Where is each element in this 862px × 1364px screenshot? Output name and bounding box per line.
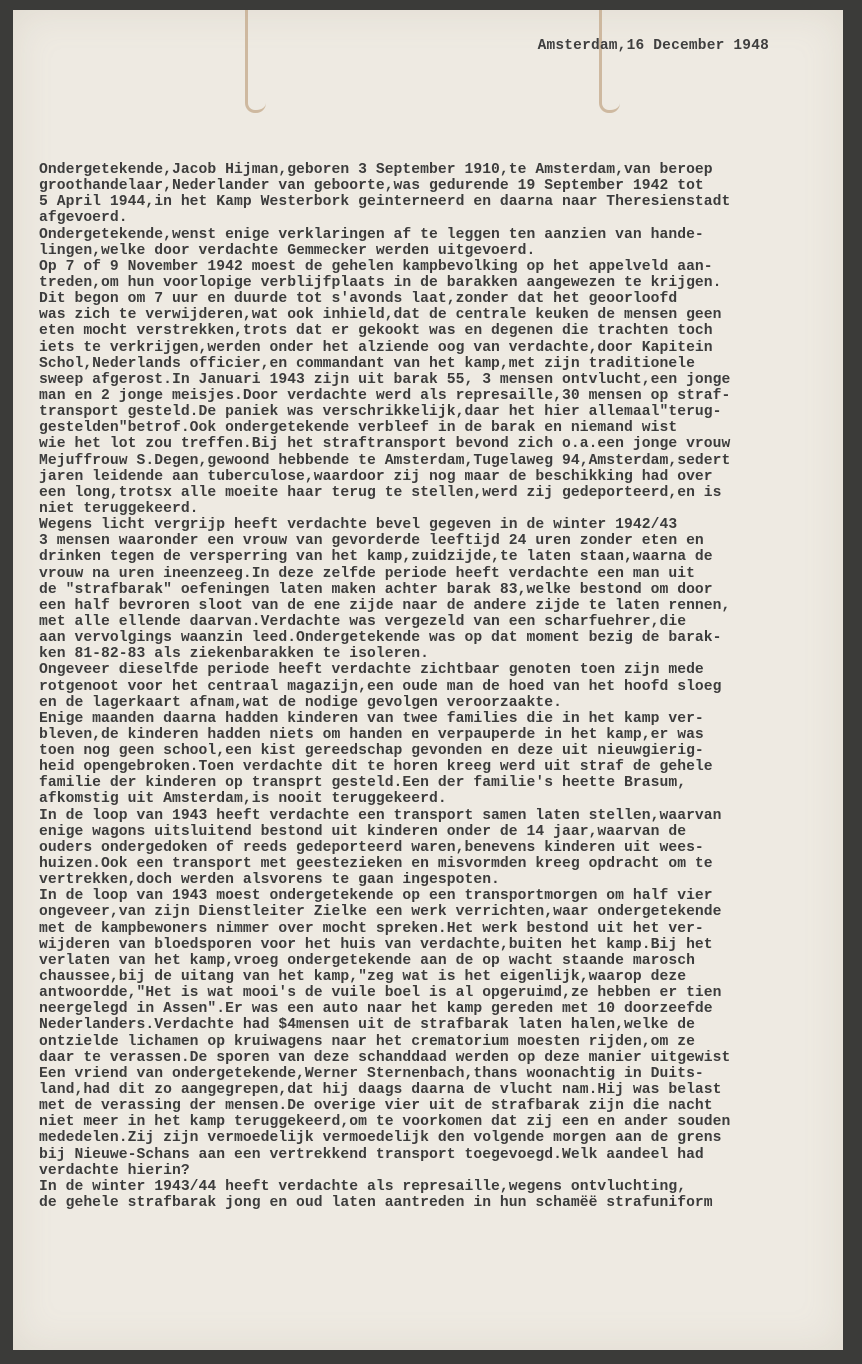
text-line: Ongeveer dieselfde periode heeft verdachte zichtbaar genoten toen zijn mede bbox=[39, 662, 704, 679]
text-line: Enige maanden daarna hadden kinderen van twee families die in het kamp ver- bbox=[39, 710, 704, 727]
text-line: drinken tegen de versperring van het kamp,zuidzijde,te laten staan,waarna de bbox=[39, 549, 713, 566]
text-line: treden,om hun voorlopige verblijfplaats in de barakken aangewezen te krijgen. bbox=[39, 274, 722, 291]
text-line: enige wagons uitsluitend bestond uit kinderen onder de 14 jaar,waarvan de bbox=[39, 823, 687, 840]
text-line: man en 2 jonge meisjes.Door verdachte werd als represaille,30 mensen op straf- bbox=[39, 387, 731, 404]
text-line: Schol,Nederlands officier,en commandant van het kamp,met zijn traditionele bbox=[39, 355, 695, 372]
text-line: niet teruggekeerd. bbox=[39, 500, 199, 517]
text-line: familie der kinderen op transprt gesteld.Een der familie's heette Brasum, bbox=[39, 775, 687, 792]
text-line: Wegens licht vergrijp heeft verdachte bevel gegeven in de winter 1942/43 bbox=[39, 517, 678, 534]
text-line: een long,trotsx alle moeite haar terug te stellen,werd zij gedeporteerd,en is bbox=[39, 484, 722, 501]
text-line: Ondergetekende,Jacob Hijman,geboren 3 September 1910,te Amsterdam,van beroep bbox=[39, 162, 713, 178]
text-line: 5 April 1944,in het Kamp Westerbork geinterneerd en daarna naar Theresienstadt bbox=[39, 194, 731, 211]
text-line: Nederlanders.Verdachte had $4mensen uit de strafbarak laten halen,welke de bbox=[39, 1017, 695, 1034]
text-line: met alle ellende daarvan.Verdachte was vergezeld van een scharfuehrer,die bbox=[39, 613, 687, 630]
text-line: gestelden"betrof.Ook ondergetekende verbleef in de barak en niemand wist bbox=[39, 420, 678, 437]
text-line: Een vriend van ondergetekende,Werner Sternenbach,thans woonachtig in Duits- bbox=[39, 1065, 704, 1082]
text-line: In de winter 1943/44 heeft verdachte als represaille,wegens ontvluchting, bbox=[39, 1178, 687, 1195]
text-line: huizen.Ook een transport met geestezieken en misvormden kreeg opdracht om te bbox=[39, 856, 713, 873]
text-line: was zich te verwijderen,wat ook inhield,dat de centrale keuken de mensen geen bbox=[39, 307, 722, 324]
text-line: aan vervolgings waanzin leed.Ondergetekende was op dat moment bezig de barak- bbox=[39, 630, 722, 647]
text-line: ontzielde lichamen op kruiwagens naar het crematorium moesten rijden,om ze bbox=[39, 1033, 695, 1050]
text-line: wie het lot zou treffen.Bij het straftransport bevond zich o.a.een jonge vrouw bbox=[39, 436, 731, 453]
text-line: groothandelaar,Nederlander van geboorte,was gedurende 19 September 1942 tot bbox=[39, 178, 704, 195]
text-line: rotgenoot voor het centraal magazijn,een oude man de hoed van het hoofd sloeg bbox=[39, 678, 722, 695]
text-line: antwoordde,"Het is wat mooi's de vuile boel is al opgeruimd,ze hebben er tien bbox=[39, 985, 722, 1002]
text-line: In de loop van 1943 heeft verdachte een transport samen laten stellen,waarvan bbox=[39, 807, 722, 824]
text-line: een half bevroren sloot van de ene zijde naar de andere zijde te laten rennen, bbox=[39, 597, 731, 614]
text-line: Op 7 of 9 November 1942 moest de gehelen kampbevolking op het appelveld aan- bbox=[39, 258, 713, 275]
text-line: eten mocht verstrekken,trots dat er gekookt was en degenen die trachten toch bbox=[39, 323, 713, 340]
document-page bbox=[13, 10, 843, 1350]
text-line: de "strafbarak" oefeningen laten maken achter barak 83,welke bestond om door bbox=[39, 581, 713, 598]
text-line: afgevoerd. bbox=[39, 210, 128, 227]
text-line: daar te verassen.De sporen van deze schanddaad werden op deze manier uitgewist bbox=[39, 1049, 731, 1066]
text-line: Mejuffrouw S.Degen,gewoond hebbende te Amsterdam,Tugelaweg 94,Amsterdam,sedert bbox=[39, 452, 731, 469]
text-line: bleven,de kinderen hadden niets om handen en verpauperde in het kamp,er was bbox=[39, 726, 704, 743]
text-line: In de loop van 1943 moest ondergetekende op een transportmorgen om half vier bbox=[39, 888, 713, 905]
text-line: de gehele strafbarak jong en oud laten aantreden in hun schamëë strafuniform bbox=[39, 1195, 713, 1211]
text-line: ken 81-82-83 als ziekenbarakken te isoleren. bbox=[39, 646, 430, 663]
text-line: ouders ondergedoken of reeds gedeporteerd waren,benevens kinderen uit wees- bbox=[39, 839, 704, 856]
text-line: iets te verkrijgen,werden onder het alziende oog van verdachte,door Kapitein bbox=[39, 339, 713, 356]
text-line: heid opengebroken.Toen verdachte dit te horen kreeg werd uit straf de gehele bbox=[39, 759, 713, 776]
text-line: lingen,welke door verdachte Gemmecker werden uitgevoerd. bbox=[39, 242, 536, 259]
text-line: en de lagerkaart afnam,wat de nodige gevolgen veroorzaakte. bbox=[39, 694, 562, 711]
text-line: verdachte hierin? bbox=[39, 1162, 190, 1179]
text-line: verlaten van het kamp,vroeg ondergetekende aan de op wacht staande marosch bbox=[39, 952, 695, 969]
text-line: wijderen van bloedsporen voor het huis van verdachte,buiten het kamp.Bij het bbox=[39, 936, 713, 953]
text-line: transport gesteld.De paniek was verschrikkelijk,daar het hier allemaal"terug- bbox=[39, 404, 722, 421]
staple-mark bbox=[245, 10, 266, 113]
text-line: sweep afgerost.In Januari 1943 zijn uit barak 55, 3 mensen ontvlucht,een jonge bbox=[39, 371, 731, 388]
text-line: met de verassing der mensen.De overige vier uit de strafbarak zijn die nacht bbox=[39, 1098, 713, 1115]
text-line: mededelen.Zij zijn vermoedelijk vermoedelijk den volgende morgen aan de grens bbox=[39, 1130, 722, 1147]
text-line: ongeveer,van zijn Dienstleiter Zielke een werk verrichten,waar ondergetekende bbox=[39, 904, 722, 921]
text-line: toen nog geen school,een kist gereedschap gevonden en deze uit nieuwgierig- bbox=[39, 743, 704, 760]
text-line: Dit begon om 7 uur en duurde tot s'avonds laat,zonder dat het geoorloofd bbox=[39, 291, 678, 308]
text-line: chaussee,bij de uitang van het kamp,"zeg wat is het eigenlijk,waarop deze bbox=[39, 969, 687, 986]
text-line: Ondergetekende,wenst enige verklaringen af te leggen ten aanzien van hande- bbox=[39, 226, 704, 243]
text-line: vertrekken,doch werden alsvorens te gaan ingespoten. bbox=[39, 872, 500, 889]
staple-mark bbox=[599, 10, 620, 113]
document-body bbox=[39, 162, 839, 1211]
text-line: met de kampbewoners nimmer over mocht spreken.Het werk bestond uit het ver- bbox=[39, 920, 704, 937]
text-line: bij Nieuwe-Schans aan een vertrekkend transport toegevoegd.Welk aandeel had bbox=[39, 1146, 704, 1163]
text-line: jaren leidende aan tuberculose,waardoor zij nog maar de beschikking had over bbox=[39, 468, 713, 485]
text-line: afkomstig uit Amsterdam,is nooit teruggekeerd. bbox=[39, 791, 447, 808]
document-date: Amsterdam,16 December 1948 bbox=[537, 38, 769, 54]
text-line: vrouw na uren ineenzeeg.In deze zelfde periode heeft verdachte een man uit bbox=[39, 565, 695, 582]
text-line: land,had dit zo aangegrepen,dat hij daags daarna de vlucht nam.Hij was belast bbox=[39, 1082, 722, 1099]
text-line: niet meer in het kamp teruggekeerd,om te voorkomen dat zij een en ander souden bbox=[39, 1114, 731, 1131]
text-line: neergelegd in Assen".Er was een auto naar het kamp gereden met 10 doorzeefde bbox=[39, 1001, 713, 1018]
text-line: 3 mensen waaronder een vrouw van gevorderde leeftijd 24 uren zonder eten en bbox=[39, 533, 704, 550]
